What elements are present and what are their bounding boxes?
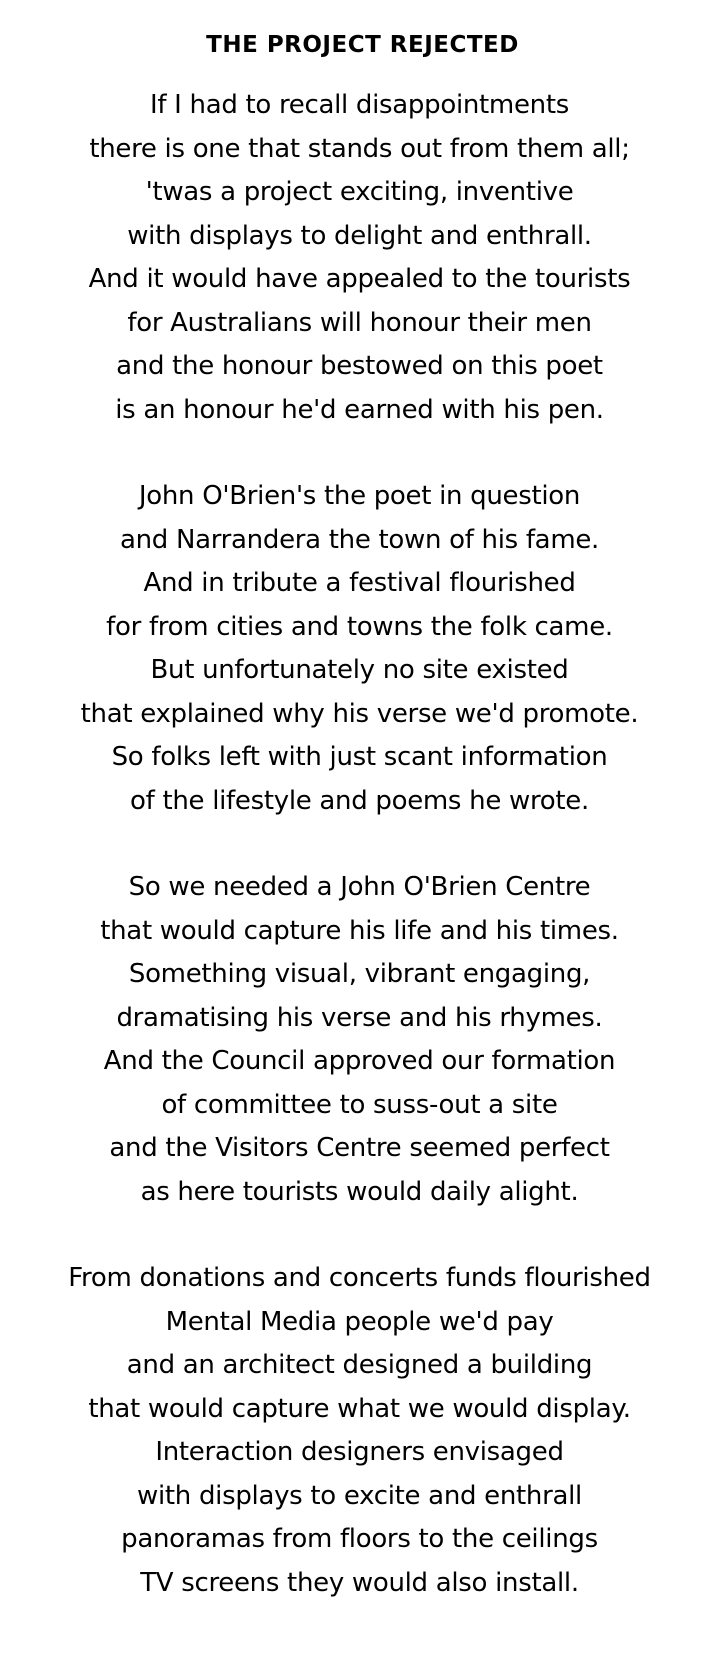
poem-line: 'twas a project exciting, inventive [145, 177, 574, 207]
poem-line: panoramas from floors to the ceilings [121, 1524, 598, 1554]
poem-line: for from cities and towns the folk came. [106, 611, 613, 642]
poem-line: is an honour he'd earned with his pen. [115, 394, 604, 425]
poem-line: Something visual, vibrant engaging, [128, 959, 591, 989]
poem-line: TV screens they would also install. [140, 1567, 579, 1598]
stanza-1 [0, 84, 719, 432]
poem-line: as here tourists would daily alight. [140, 1176, 579, 1207]
poem-line: with displays to delight and enthrall. [127, 220, 592, 251]
poem-line: of the lifestyle and poems he wrote. [130, 785, 589, 816]
poem-line: that would capture his life and his times. [100, 915, 619, 946]
poem-line: and an architect designed a building [126, 1350, 593, 1380]
poem-line: there is one that stands out from them all; [89, 133, 630, 164]
poem-line: But unfortunately no site existed [150, 655, 569, 685]
poem-line: Interaction designers envisaged [155, 1437, 564, 1467]
poem-line: dramatising his verse and his rhymes. [116, 1002, 603, 1033]
poem-line: of committee to suss-out a site [161, 1089, 558, 1120]
poem-line: If I had to recall disappointments [150, 90, 569, 120]
poem-line: And it would have appealed to the tourists [88, 264, 631, 294]
poem-line: and the Visitors Centre seemed perfect [109, 1133, 610, 1163]
poem-title: THE PROJECT REJECTED [206, 32, 519, 58]
poem-line: that would capture what we would display. [88, 1393, 631, 1424]
poem-line: and Narrandera the town of his fame. [119, 524, 600, 555]
poem-line: and the honour bestowed on this poet [116, 351, 603, 381]
poem-line: that explained why his verse we'd promote. [80, 698, 639, 729]
stanza-3 [0, 866, 719, 1214]
stanza-4 [0, 1257, 719, 1605]
poem-line: So folks left with just scant information [111, 742, 608, 772]
poem-line: for Australians will honour their men [127, 307, 592, 338]
poem-line: with displays to excite and enthrall [137, 1480, 582, 1511]
poem-line: John O'Brien's the poet in question [138, 481, 581, 511]
poem-line: And the Council approved our formation [103, 1046, 616, 1076]
poem-line: And in tribute a festival flourished [143, 568, 576, 598]
poem-line: So we needed a John O'Brien Centre [128, 872, 591, 902]
stanza-2 [0, 475, 719, 823]
poem-line: Mental Media people we'd pay [165, 1306, 554, 1337]
poem-line: From donations and concerts funds flourished [68, 1263, 651, 1293]
